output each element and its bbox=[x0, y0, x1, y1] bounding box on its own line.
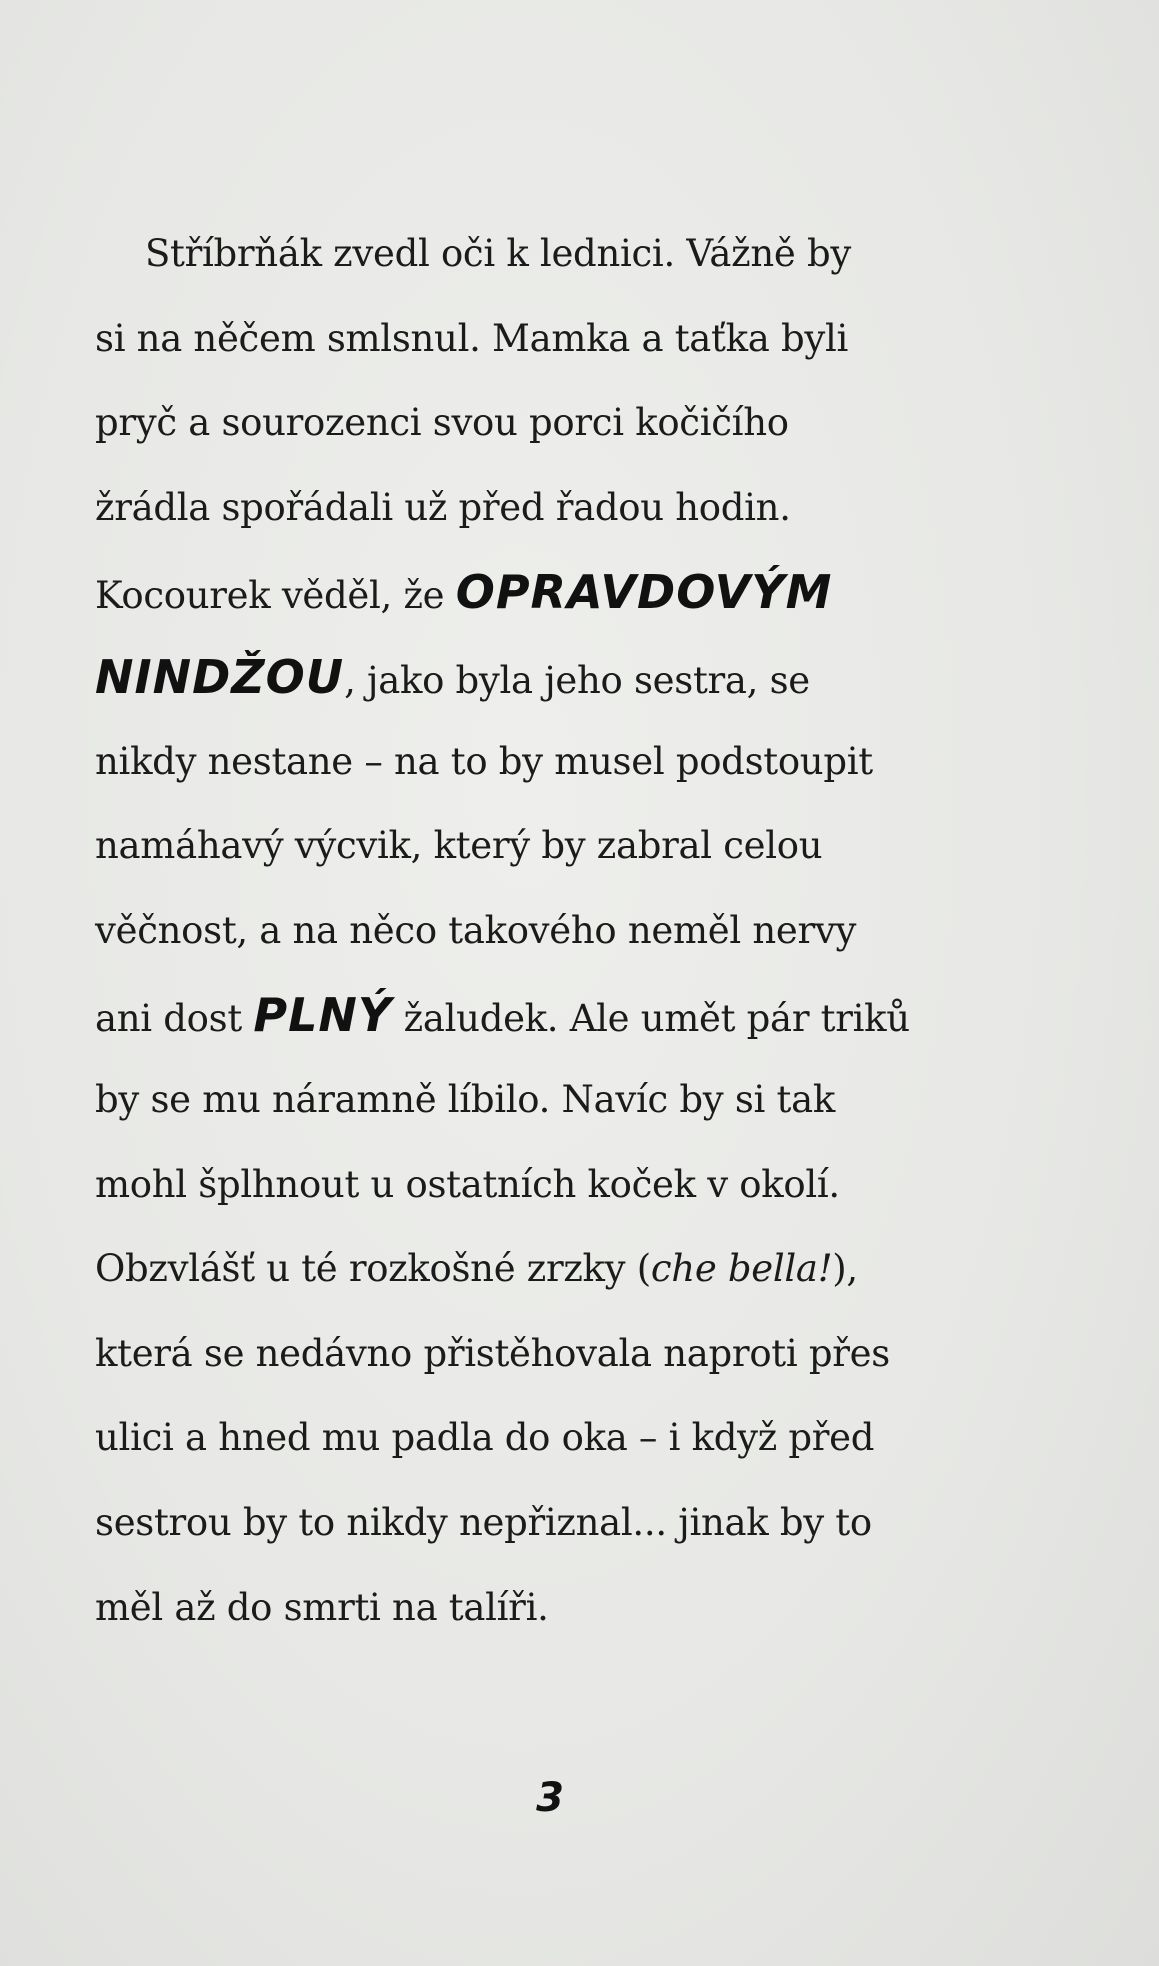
text-span: ani dost bbox=[95, 997, 254, 1041]
text-span: nikdy nestane – na to by musel podstoupit bbox=[95, 739, 873, 783]
text-line bbox=[95, 635, 995, 720]
text-line bbox=[95, 720, 995, 805]
text-line bbox=[95, 804, 995, 889]
text-span: žaludek. Ale umět pár triků bbox=[392, 997, 910, 1041]
text-span: by se mu náramně líbilo. Navíc by si tak bbox=[95, 1077, 835, 1121]
text-span: sestrou by to nikdy nepřiznal... jinak by to bbox=[95, 1500, 872, 1544]
text-line bbox=[95, 212, 995, 297]
text-line bbox=[95, 1396, 995, 1481]
text-line bbox=[95, 1312, 995, 1397]
italic-phrase: che bella! bbox=[650, 1247, 833, 1291]
text-line bbox=[95, 381, 995, 466]
text-line bbox=[95, 297, 995, 382]
text-span: , jako byla jeho sestra, se bbox=[344, 658, 810, 702]
text-line bbox=[95, 1143, 995, 1228]
text-span: ), bbox=[832, 1247, 858, 1291]
text-line bbox=[95, 973, 995, 1058]
text-span: měl až do smrti na talíři. bbox=[95, 1585, 549, 1629]
text-span: namáhavý výcvik, který by zabral celou bbox=[95, 824, 823, 868]
text-line bbox=[95, 889, 995, 974]
body-paragraph bbox=[95, 212, 995, 1650]
text-span: si na něčem smlsnul. Mamka a taťka byli bbox=[95, 316, 849, 360]
text-line bbox=[95, 466, 995, 551]
text-span: která se nedávno přistěhovala naproti přes bbox=[95, 1331, 890, 1375]
text-span: ulici a hned mu padla do oka – i když před bbox=[95, 1416, 875, 1460]
text-line bbox=[95, 1481, 995, 1566]
text-span: mohl šplhnout u ostatních koček v okolí. bbox=[95, 1162, 840, 1206]
text-span: žrádla spořádali už před řadou hodin. bbox=[95, 485, 791, 529]
text-span: věčnost, a na něco takového neměl nervy bbox=[95, 908, 857, 952]
text-span: Kocourek věděl, že bbox=[95, 574, 456, 618]
text-span: Stříbrňák zvedl oči k lednici. Vážně by bbox=[145, 232, 851, 275]
emphasis-word: OPRAVDOVÝM bbox=[455, 565, 833, 620]
text-span: pryč a sourozenci svou porci kočičího bbox=[95, 401, 789, 445]
page-number: 3 bbox=[536, 1775, 564, 1821]
emphasis-word: PLNÝ bbox=[253, 988, 393, 1043]
text-line bbox=[95, 550, 995, 635]
text-line bbox=[95, 1566, 995, 1651]
text-line bbox=[95, 1058, 995, 1143]
text-line bbox=[95, 1227, 995, 1312]
emphasis-word: NINDŽOU bbox=[95, 649, 345, 704]
text-span: Obzvlášť u té rozkošné zrzky ( bbox=[95, 1247, 651, 1291]
